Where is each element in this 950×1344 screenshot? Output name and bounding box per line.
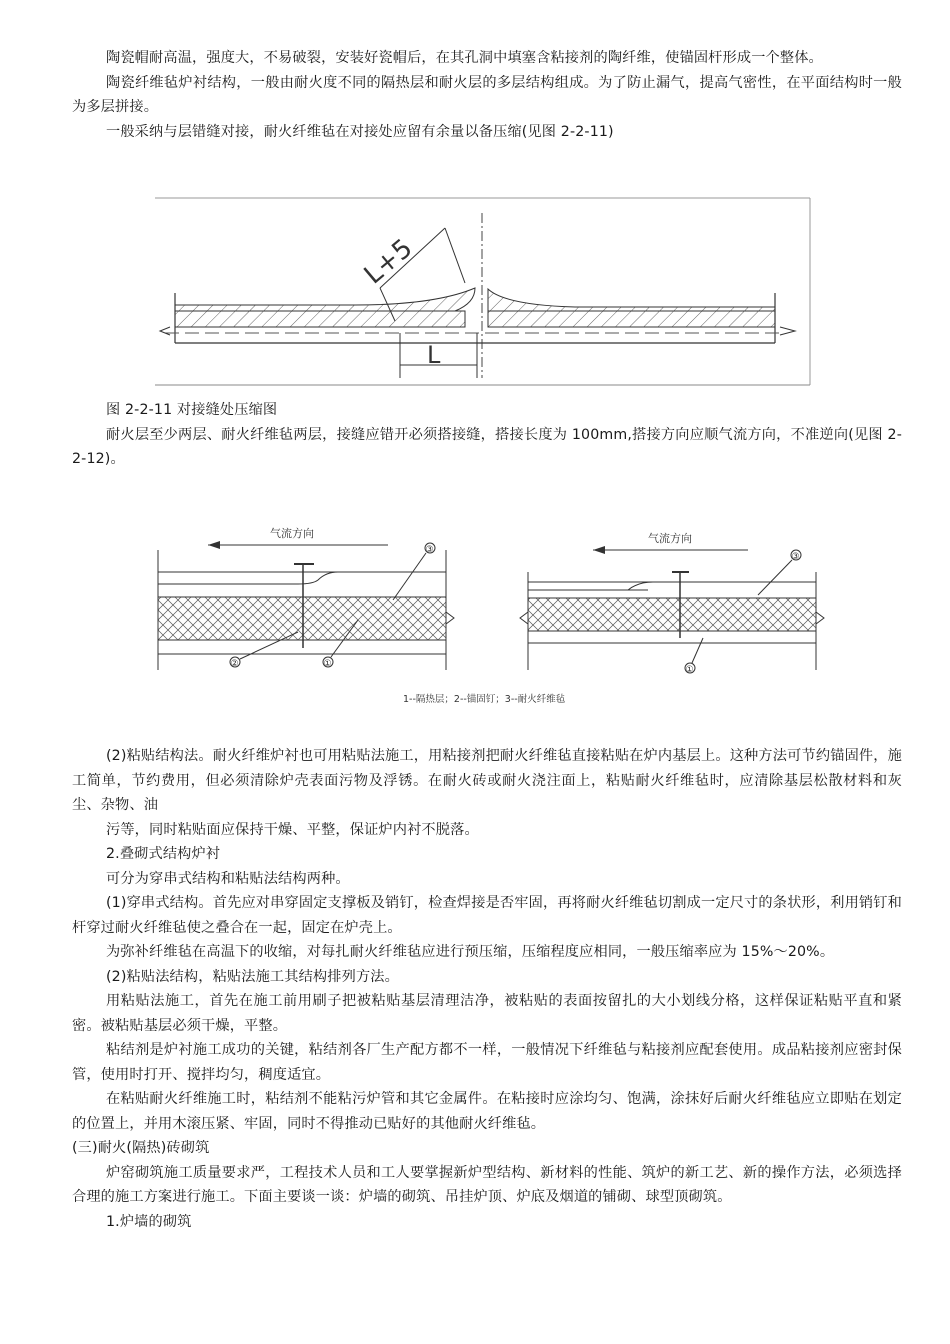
airflow-label-right: 气流方向: [648, 532, 692, 545]
airflow-label-left: 气流方向: [270, 527, 314, 540]
mark-3-right: ③: [791, 552, 800, 562]
paragraph: 用粘贴法施工，首先在施工前用刷子把被粘贴基层清理洁净，被粘贴的表面按留扎的大小划线分格，这样保证粘贴平直和紧密。被粘贴基层必须干燥，平整。: [72, 993, 902, 1034]
left-diagram: [158, 526, 454, 670]
paragraph: 粘结剂是炉衬施工成功的关键，粘结剂各厂生产配方都不一样，一般情况下纤维毡与粘接剂应配套使用。成品粘接剂应密封保管，使用时打开、搅拌均匀，稠度适宜。: [72, 1042, 902, 1083]
paragraph: 耐火层至少两层、耐火纤维毡两层，接缝应错开必须搭接缝，搭接长度为 100mm,搭接方向应顺气流方向，不准逆向(见图 2-2-12)。: [72, 426, 902, 467]
mark-3-left: ③: [425, 545, 434, 555]
paragraph: 在粘贴耐火纤维施工时，粘结剂不能粘污炉管和其它金属件。在粘接时应涂均匀、饱满，涂抹好后耐火纤维毡应立即贴在划定的位置上，并用木滚压紧、牢固，同时不得推动已贴好的其他耐火纤维毡。: [72, 1091, 902, 1132]
mark-1-left: ①: [323, 659, 332, 669]
right-diagram: [520, 531, 824, 675]
body-block: [72, 744, 902, 1234]
figure1-caption-block: [72, 398, 902, 472]
figure2-legend: 1--隔热层；2--锚固钉；3--耐火纤维毡: [403, 694, 566, 705]
paragraph: 一般采纳与层错缝对接，耐火纤维毡在对接处应留有余量以备压缩(见图 2-2-11): [106, 123, 614, 140]
paragraph: (2)粘贴结构法。耐火纤维炉衬也可用粘贴法施工，用粘接剂把耐火纤维毡直接粘贴在炉内基层上。这种方法可节约锚固件，施工简单，节约费用，但必须清除炉壳表面污物及浮锈。在耐火砖或耐火浇注面上，粘贴耐火纤维毡时，应清除基层松散材料和灰尘、杂物、油: [72, 748, 902, 813]
figure-lap-joint: [148, 520, 828, 720]
paragraph: 陶瓷纤维毡炉衬结构，一般由耐火度不同的隔热层和耐火层的多层结构组成。为了防止漏气，提高气密性，在平面结构时一般为多层拼接。: [72, 74, 902, 115]
section-heading: 2.叠砌式结构炉衬: [106, 846, 221, 862]
figure-joint-compression: [155, 193, 815, 393]
paragraph: (1)穿串式结构。首先应对串穿固定支撑板及销钉，检查焊接是否牢固，再将耐火纤维毡切割成一定尺寸的条状形，利用销钉和杆穿过耐火纤维毡使之叠合在一起，固定在炉壳上。: [72, 895, 902, 936]
figure-caption: 图 2-2-11 对接缝处压缩图: [106, 402, 278, 418]
mark-2-left: ②: [230, 659, 239, 669]
paragraph: 污等，同时粘贴面应保持干燥、平整，保证炉内衬不脱落。: [106, 821, 479, 838]
label-l: L: [427, 341, 441, 369]
section-heading: (三)耐火(隔热)砖砌筑: [72, 1140, 210, 1156]
paragraph: 陶瓷帽耐高温，强度大，不易破裂，安装好瓷帽后，在其孔洞中填塞含粘接剂的陶纤维，使锚固杆形成一个整体。: [106, 50, 823, 66]
paragraph: (2)粘贴法结构，粘贴法施工其结构排列方法。: [106, 968, 399, 985]
intro-block: [72, 46, 902, 144]
section-heading: 1.炉墙的砌筑: [106, 1213, 192, 1230]
paragraph: 可分为穿串式结构和粘贴法结构两种。: [106, 870, 350, 887]
label-l-plus-5: L+5: [358, 233, 419, 291]
paragraph: 炉窑砌筑施工质量要求严，工程技术人员和工人要掌握新炉型结构、新材料的性能、筑炉的新工艺、新的操作方法，必须选择合理的施工方案进行施工。下面主要谈一谈：炉墙的砌筑、吊挂炉顶、炉底及烟道的铺砌、球型顶砌筑。: [72, 1164, 902, 1205]
mark-1-right: ①: [685, 665, 694, 675]
paragraph: 为弥补纤维毡在高温下的收缩，对每扎耐火纤维毡应进行预压缩，压缩程度应相同，一般压缩率应为 15%～20%。: [106, 944, 835, 960]
